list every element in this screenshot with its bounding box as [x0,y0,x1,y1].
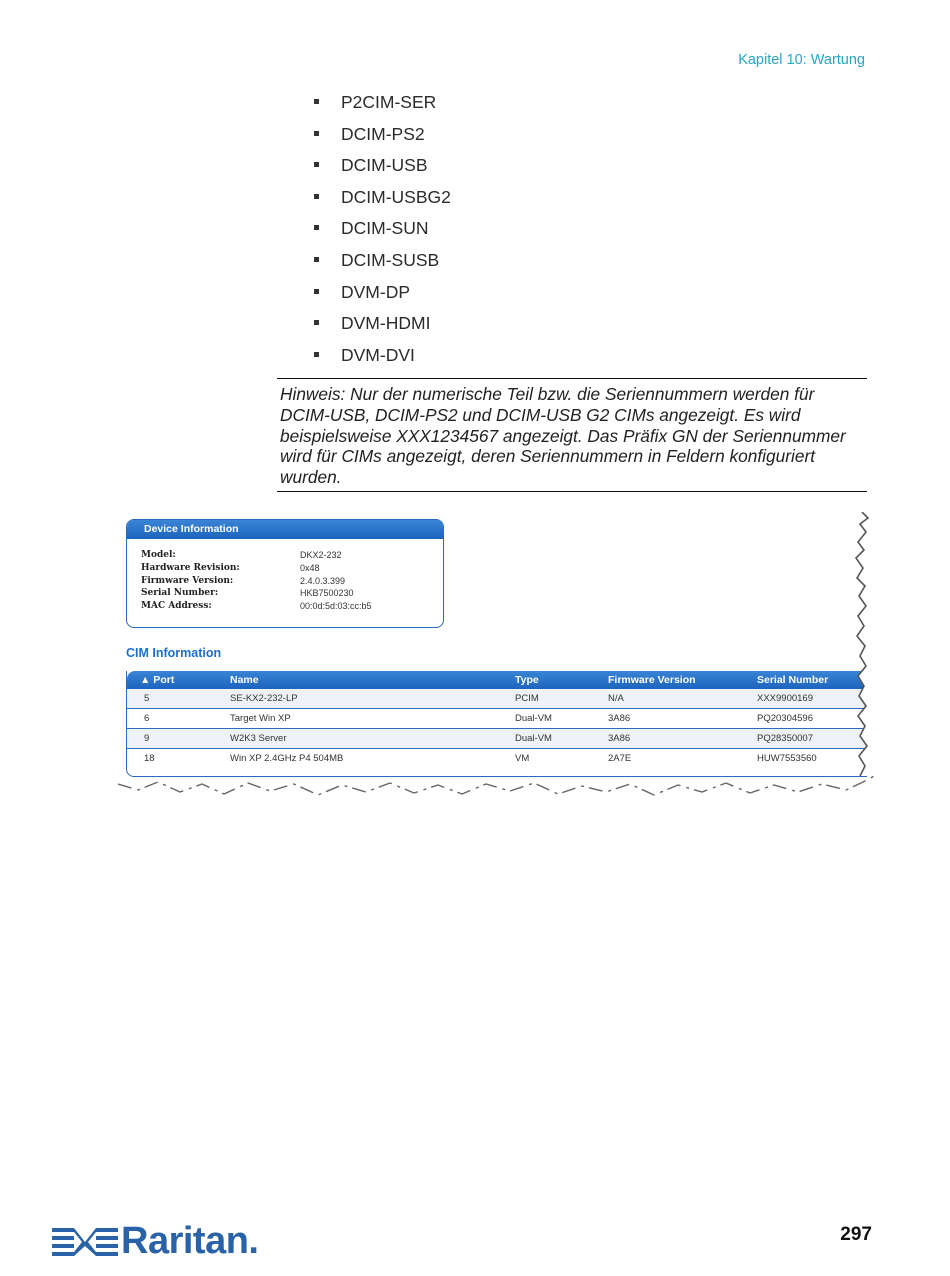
list-item: DCIM-PS2 [310,120,451,152]
device-row-hardware-revision: Hardware Revision: 0x48 [141,562,320,573]
bullet-square-icon [314,131,319,136]
bullet-square-icon [314,320,319,325]
list-item: P2CIM-SER [310,88,451,120]
list-item: DCIM-USB [310,151,451,183]
cim-information-table [126,671,867,777]
list-item: DCIM-SUN [310,214,451,246]
cim-type-list [310,88,451,372]
table-row[interactable]: 6 Target Win XP Dual-VM 3A86 PQ20304596 [127,709,867,729]
list-item: DCIM-SUSB [310,246,451,278]
column-header-port[interactable]: ▲ Port [140,674,175,686]
list-item: DCIM-USBG2 [310,183,451,215]
bullet-square-icon [314,99,319,104]
device-row-model: Model: DKX2-232 [141,550,342,560]
note-box: Hinweis: Nur der numerische Teil bzw. die Seriennummern werden für DCIM-USB, DCIM-PS2 und DCIM-USB G2 CIMs angezeigt. Es wird beispielsweise XXX1234567 angezeigt. Das Präfix GN der Seriennummer wird für CIMs angezeigt, deren Seriennummern in Feldern konfiguriert wurden. [277,378,867,492]
bullet-square-icon [314,352,319,357]
table-row[interactable]: 18 Win XP 2.4GHz P4 504MB VM 2A7E HUW7553560 [144,753,817,764]
bullet-square-icon [314,194,319,199]
list-item: DVM-DVI [310,341,451,373]
table-row[interactable]: 5 SE-KX2-232-LP PCIM N/A XXX9900169 [127,689,867,709]
column-header-name[interactable]: Name [230,674,259,686]
table-row[interactable]: 9 W2K3 Server Dual-VM 3A86 PQ28350007 [127,729,867,749]
screenshot-figure [118,512,868,802]
device-information-title: Device Information [127,520,443,539]
raritan-logo-icon [52,1224,118,1264]
bullet-square-icon [314,289,319,294]
cim-information-title: CIM Information [126,646,222,660]
raritan-logo: Raritan. [52,1224,282,1266]
chapter-header: Kapitel 10: Wartung [738,52,865,68]
device-row-mac-address: MAC Address: 00:0d:5d:03:cc:b5 [141,601,372,612]
bullet-square-icon [314,162,319,167]
column-header-type[interactable]: Type [515,674,539,686]
page-number: 297 [840,1224,872,1245]
table-header [127,671,867,689]
device-information-panel [126,519,444,628]
device-row-firmware-version: Firmware Version: 2.4.0.3.399 [141,575,346,586]
column-header-firmware-version[interactable]: Firmware Version [608,674,696,686]
torn-edge-bottom [118,774,878,804]
bullet-square-icon [314,225,319,230]
list-item: DVM-DP [310,278,451,310]
column-header-serial-number[interactable]: Serial Number [757,674,829,686]
bullet-square-icon [314,257,319,262]
torn-edge-right [848,512,878,802]
list-item: DVM-HDMI [310,309,451,341]
device-row-serial-number: Serial Number: HKB7500230 [141,588,354,599]
